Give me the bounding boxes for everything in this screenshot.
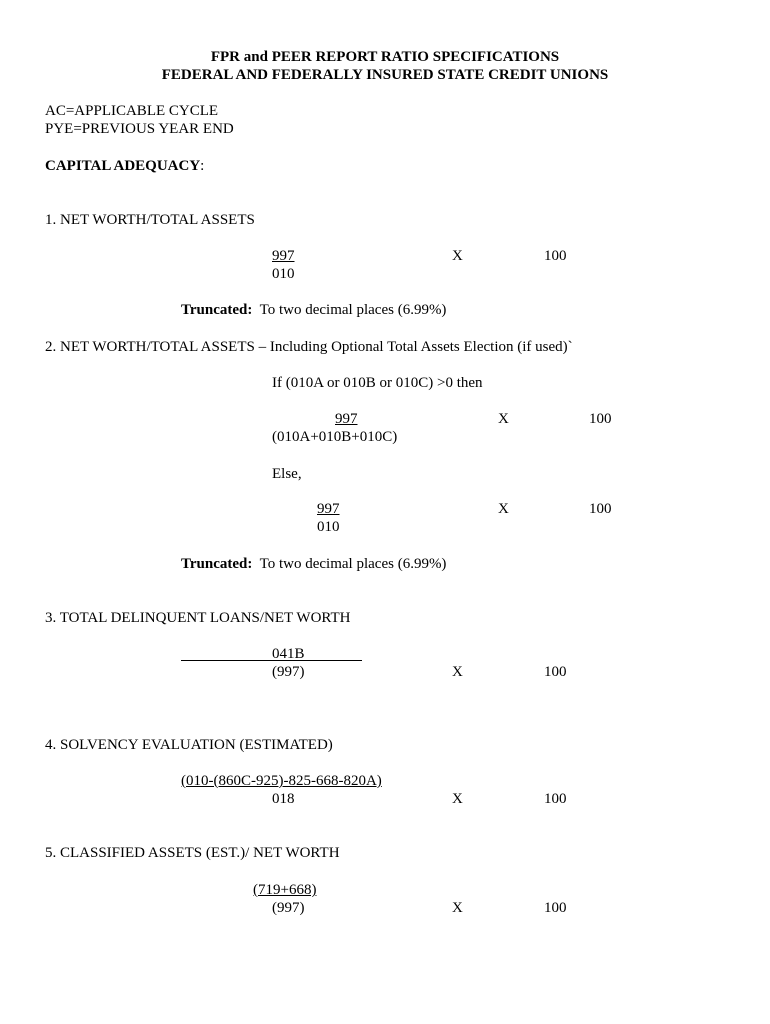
ratio-1-denominator: 010 [272, 266, 295, 282]
ratio-2-truncation-note [181, 555, 446, 573]
ratio-4-denominator: 018 [272, 791, 295, 807]
ratio-2-denominator-b: 010 [317, 519, 340, 535]
ratio-5-denominator: (997) [272, 900, 305, 916]
ratio-5-times: X [452, 900, 463, 916]
section-heading-text: CAPITAL ADEQUACY [45, 158, 201, 174]
ratio-1-truncated-label: Truncated: [181, 302, 253, 318]
ratio-4-times: X [452, 791, 463, 807]
ratio-2-times-a: X [498, 411, 509, 427]
ratio-2-else-label: Else, [272, 466, 302, 482]
definition-ac: AC=APPLICABLE CYCLE [45, 103, 219, 119]
ratio-1-multiplier: 100 [544, 248, 567, 264]
ratio-4-title: 4. SOLVENCY EVALUATION (ESTIMATED) [45, 737, 333, 753]
ratio-3-numerator: 041B [272, 646, 305, 662]
section-heading-colon: : [200, 158, 205, 174]
ratio-3-times: X [452, 664, 463, 680]
ratio-2-denominator-a: (010A+010B+010C) [272, 429, 398, 445]
ratio-1-truncated-text: To two decimal places (6.99%) [259, 302, 447, 318]
ratio-3-denominator: (997) [272, 664, 305, 680]
document-title-line1: FPR and PEER REPORT RATIO SPECIFICATIONS [210, 49, 560, 65]
ratio-2-multiplier-a: 100 [589, 411, 612, 427]
ratio-2-multiplier-b: 100 [589, 501, 612, 517]
ratio-2-times-b: X [498, 501, 509, 517]
document-title-line2: FEDERAL AND FEDERALLY INSURED STATE CREDIT UNIONS [161, 67, 609, 83]
ratio-2-condition: If (010A or 010B or 010C) >0 then [272, 375, 483, 391]
ratio-1-title: 1. NET WORTH/TOTAL ASSETS [45, 212, 255, 228]
ratio-2-truncated-text: To two decimal places (6.99%) [259, 556, 447, 572]
ratio-3-fraction-bar [181, 660, 362, 661]
ratio-5-numerator: (719+668) [253, 882, 317, 898]
ratio-3-title: 3. TOTAL DELINQUENT LOANS/NET WORTH [45, 610, 351, 626]
section-heading [45, 157, 204, 175]
ratio-2-title: 2. NET WORTH/TOTAL ASSETS – Including Optional Total Assets Election (if used)` [45, 339, 573, 355]
ratio-1-times: X [452, 248, 463, 264]
ratio-2-numerator-b: 997 [317, 501, 340, 517]
ratio-4-multiplier: 100 [544, 791, 567, 807]
ratio-2-truncated-label: Truncated: [181, 556, 253, 572]
ratio-3-multiplier: 100 [544, 664, 567, 680]
ratio-5-title: 5. CLASSIFIED ASSETS (EST.)/ NET WORTH [45, 845, 340, 861]
definition-pye: PYE=PREVIOUS YEAR END [45, 121, 234, 137]
ratio-5-multiplier: 100 [544, 900, 567, 916]
ratio-1-truncation-note [181, 301, 446, 319]
ratio-4-numerator: (010-(860C-925)-825-668-820A) [181, 773, 382, 789]
ratio-1-numerator: 997 [272, 248, 295, 264]
ratio-2-numerator-a: 997 [335, 411, 358, 427]
